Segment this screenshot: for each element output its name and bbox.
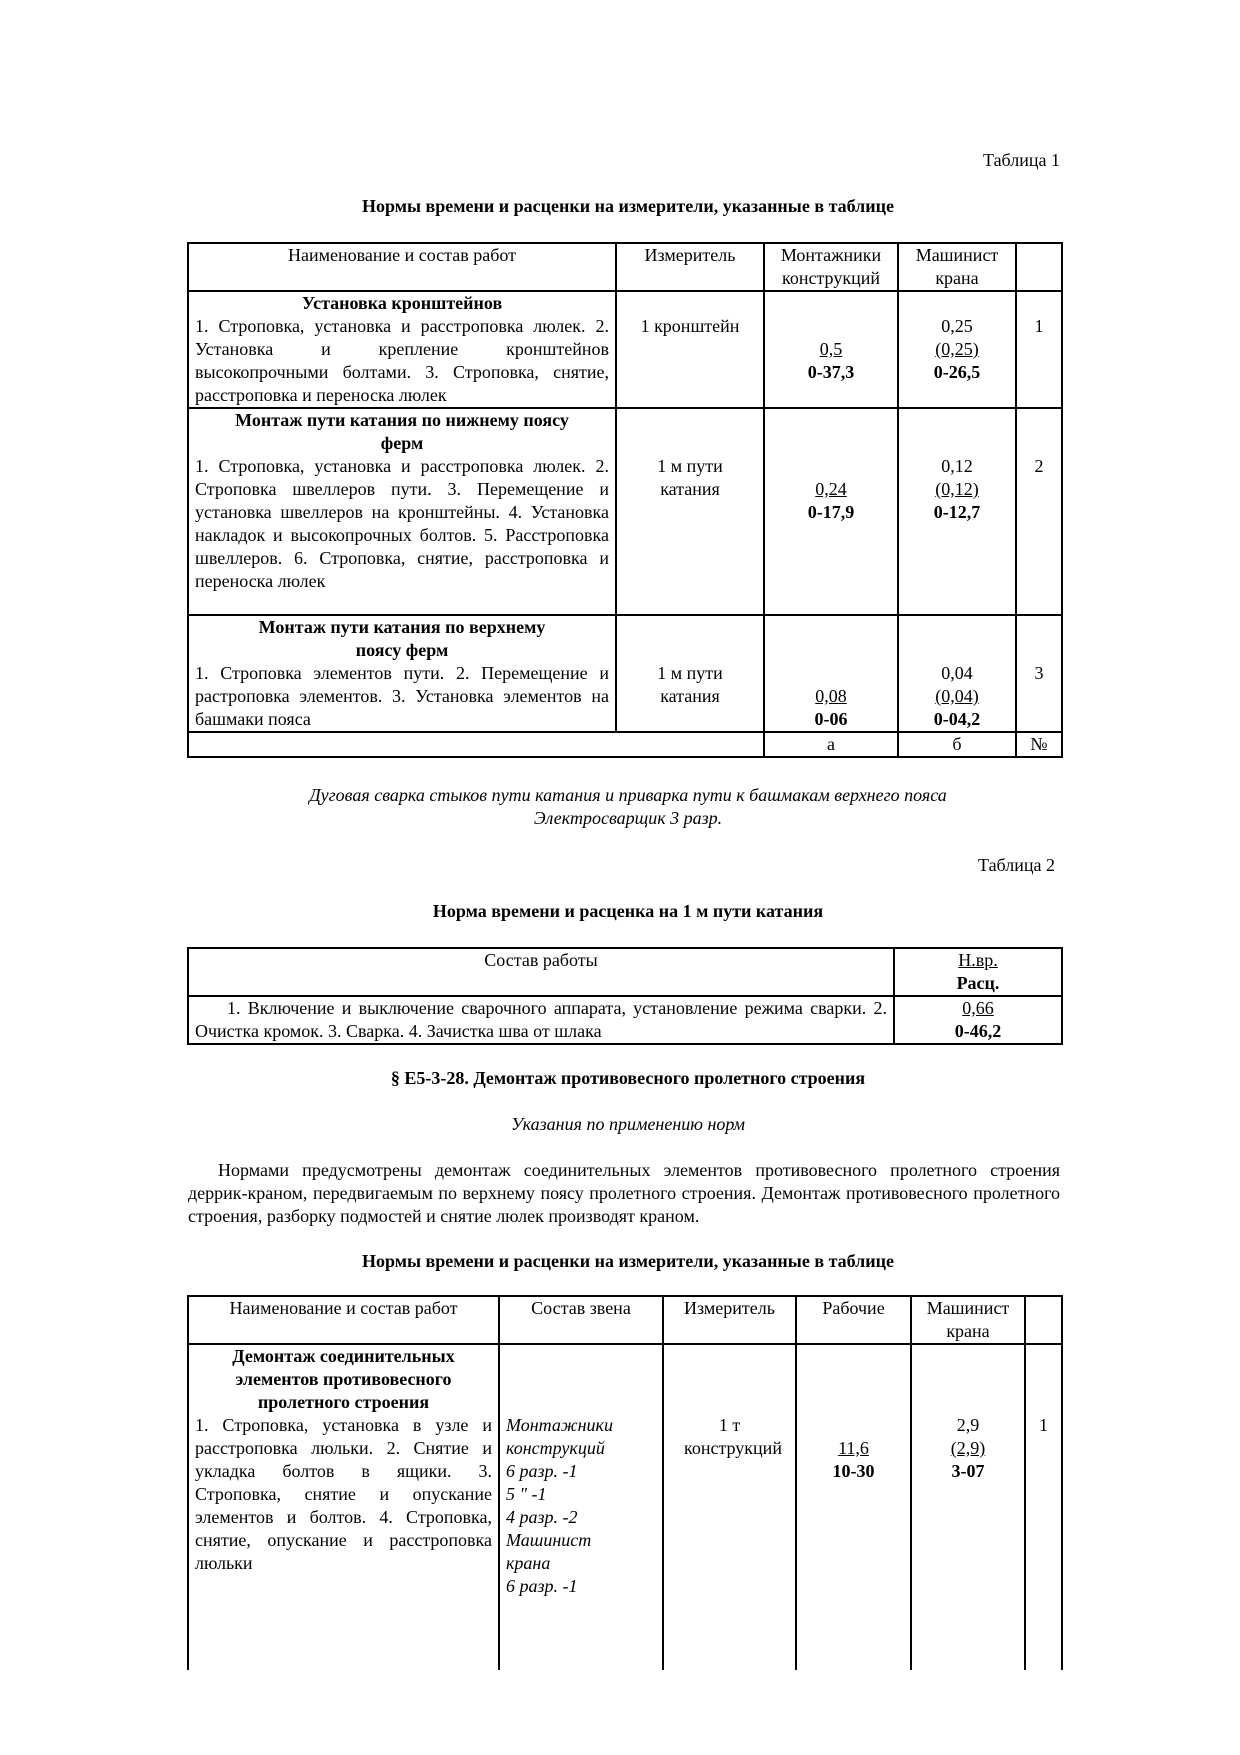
table3-header-workers: Рабочие xyxy=(796,1296,911,1344)
table1-header-row xyxy=(188,243,1062,291)
row-crane xyxy=(911,1344,1025,1670)
table3-header-crane: Машинист крана xyxy=(911,1296,1025,1344)
norm-value: 2,9 xyxy=(956,1415,980,1435)
table1-header-installers: Монтажники конструкций xyxy=(764,243,898,291)
section-subtitle: Указания по применению норм xyxy=(511,1114,745,1134)
price-value: 0-06 xyxy=(814,709,848,729)
row-body: 1. Строповка, установка в узле и расстроповка люльки. 2. Снятие и укладка болтов в ящики. 3. Строповка, снятие и опускание элементов и болтов. 4. Строповка, снятие, опускание и расстроповка люльки xyxy=(195,1415,492,1573)
crew-line: 6 разр. -1 xyxy=(506,1576,578,1596)
norm-value: 0,08 xyxy=(815,686,847,706)
row-number: 2 xyxy=(1016,408,1062,615)
norm-value-paren: (0,25) xyxy=(935,339,979,359)
table1-row3-desc xyxy=(188,615,616,732)
row-title: Демонтаж соединительных элементов противовесного пролетного строения xyxy=(232,1346,455,1412)
footer-empty xyxy=(188,732,764,757)
row-number: 1 xyxy=(1016,291,1062,408)
table1-header-crane: Машинист крана xyxy=(898,243,1016,291)
price-value: 0-37,3 xyxy=(807,362,855,382)
table1-header-unit: Измеритель xyxy=(616,243,764,291)
table-row xyxy=(188,996,1062,1044)
price-value: 0-12,7 xyxy=(933,502,981,522)
row-body: 1. Строповка, установка и расстроповка люлек. 2. Установка и крепление кронштейнов высокопрочными болтами. 3. Строповка, снятие, расстроповка и переноска люлек xyxy=(195,316,609,405)
row-body: 1. Строповка, установка и расстроповка люлек. 2. Строповка швеллеров пути. 3. Перемещение и установка швеллеров на кронштейны. 4. Установка накладок и высокопрочных болтов. 5. Расстроповка швеллеров. 6. Строповка, снятие, расстроповка и переноска люлек xyxy=(195,456,609,591)
crew-line: 5 " -1 xyxy=(506,1484,547,1504)
table1-header-empty xyxy=(1016,243,1062,291)
table2-row-text: 1. Включение и выключение сварочного аппарата, установление режима сварки. 2. Очистка кромок. 3. Сварка. 4. Зачистка шва от шлака xyxy=(188,996,894,1044)
table3-header-empty xyxy=(1025,1296,1062,1344)
norm-value: 11,6 xyxy=(838,1438,869,1458)
table3-row-crew xyxy=(499,1344,663,1670)
footer-col-num: № xyxy=(1016,732,1062,757)
table2-label: Таблица 2 xyxy=(978,855,1055,875)
table2-header-price: Расц. xyxy=(956,973,1000,993)
crew-line: 4 разр. -2 xyxy=(506,1507,578,1527)
welding-line1: Дуговая сварка стыков пути катания и приварка пути к башмакам верхнего пояса xyxy=(309,785,947,805)
row-unit: 1 м пути катания xyxy=(616,615,764,732)
crew-line: Машинист xyxy=(506,1530,592,1550)
row-crane xyxy=(898,615,1016,732)
crew-line: 6 разр. -1 xyxy=(506,1461,578,1481)
price-value: 0-46,2 xyxy=(954,1021,1002,1041)
table2-row-values xyxy=(894,996,1062,1044)
row-crane xyxy=(898,291,1016,408)
table2-header-norm-cell xyxy=(894,948,1062,996)
table2-heading: Норма времени и расценка на 1 м пути катания xyxy=(432,901,824,921)
price-value: 0-04,2 xyxy=(933,709,981,729)
crew-line: крана xyxy=(506,1553,551,1573)
row-title: Монтаж пути катания по нижнему поясу ферм xyxy=(235,410,569,453)
welding-line2: Электросварщик 3 разр. xyxy=(533,808,723,828)
norm-value: 0,24 xyxy=(815,479,847,499)
table-row xyxy=(188,1344,1062,1670)
norm-value: 0,04 xyxy=(941,663,973,683)
norm-value: 0,5 xyxy=(819,339,843,359)
crew-line: Монтажники xyxy=(506,1415,613,1435)
norm-value: 0,12 xyxy=(941,456,973,476)
crew-line: конструкций xyxy=(506,1438,605,1458)
table3 xyxy=(187,1295,1063,1670)
norm-value-paren: (2,9) xyxy=(950,1438,986,1458)
row-unit: 1 м пути катания xyxy=(616,408,764,615)
table-row xyxy=(188,408,1062,615)
price-value: 0-26,5 xyxy=(933,362,981,382)
row-number: 1 xyxy=(1025,1344,1062,1670)
row-installers xyxy=(764,291,898,408)
row-title: Монтаж пути катания по верхнему поясу ферм xyxy=(258,617,546,660)
table2-header-work: Состав работы xyxy=(188,948,894,996)
norm-value: 0,25 xyxy=(941,316,973,336)
section-paragraph: Нормами предусмотрены демонтаж соединительных элементов противовесного пролетного строения деррик-краном, передвигаемым по верхнему поясу пролетного строения. Демонтаж противовесного пролетного строения, разборку подмостей и снятие люлек производят краном. xyxy=(188,1160,1060,1226)
norm-value: 0,66 xyxy=(962,998,994,1018)
table1-footer-row xyxy=(188,732,1062,757)
table3-header-name: Наименование и состав работ xyxy=(188,1296,499,1344)
section-table-heading: Нормы времени и расценки на измерители, указанные в таблице xyxy=(361,1251,895,1271)
table1-row2-desc xyxy=(188,408,616,615)
price-value: 3-07 xyxy=(951,1461,985,1481)
footer-col-b: б xyxy=(898,732,1016,757)
norm-value-paren: (0,04) xyxy=(935,686,979,706)
price-value: 0-17,9 xyxy=(807,502,855,522)
row-installers xyxy=(764,615,898,732)
table1-heading: Нормы времени и расценки на измерители, указанные в таблице xyxy=(361,196,895,216)
table2-header-row xyxy=(188,948,1062,996)
row-number: 3 xyxy=(1016,615,1062,732)
table1-row1-desc xyxy=(188,291,616,408)
section-title: § Е5-3-28. Демонтаж противовесного пролетного строения xyxy=(390,1068,866,1088)
table3-header-unit: Измеритель xyxy=(663,1296,796,1344)
row-workers xyxy=(796,1344,911,1670)
row-body: 1. Строповка элементов пути. 2. Перемещение и растроповка элементов. 3. Установка элементов на башмаки пояса xyxy=(195,663,609,729)
table1-header-name: Наименование и состав работ xyxy=(188,243,616,291)
table-row xyxy=(188,291,1062,408)
row-unit: 1 кронштейн xyxy=(616,291,764,408)
table2-header-norm: Н.вр. xyxy=(958,950,998,970)
row-crane xyxy=(898,408,1016,615)
table3-header-crew: Состав звена xyxy=(499,1296,663,1344)
norm-value-paren: (0,12) xyxy=(935,479,979,499)
table3-row-desc xyxy=(188,1344,499,1670)
table2 xyxy=(187,947,1063,1045)
price-value: 10-30 xyxy=(832,1461,875,1481)
table3-header-row xyxy=(188,1296,1062,1344)
table1-label: Таблица 1 xyxy=(983,150,1060,170)
row-title: Установка кронштейнов xyxy=(301,293,503,313)
table-row xyxy=(188,615,1062,732)
row-unit: 1 т конструкций xyxy=(663,1344,796,1670)
table1 xyxy=(187,242,1063,758)
footer-col-a: а xyxy=(764,732,898,757)
row-installers xyxy=(764,408,898,615)
